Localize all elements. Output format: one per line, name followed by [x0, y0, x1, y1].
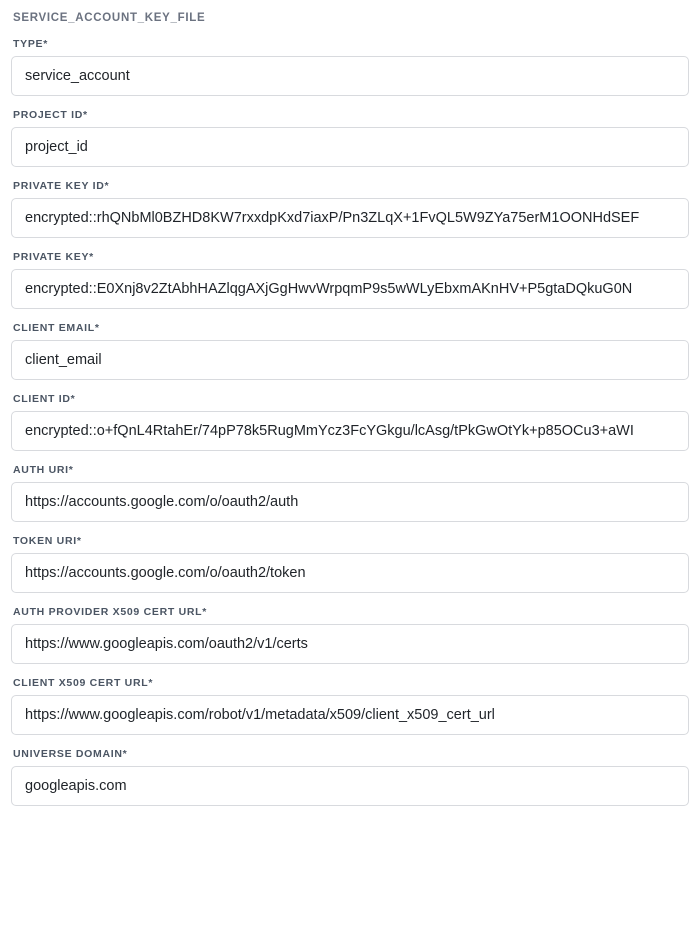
field-label-project-id: PROJECT ID* — [13, 109, 88, 121]
field-label-private-key-id: PRIVATE KEY ID* — [13, 180, 110, 192]
input-private-key[interactable] — [11, 269, 689, 309]
field-project-id — [11, 109, 689, 167]
field-label-universe-domain: UNIVERSE DOMAIN* — [13, 748, 128, 760]
input-client-x509-cert-url[interactable] — [11, 695, 689, 735]
input-auth-uri[interactable] — [11, 482, 689, 522]
field-auth-uri — [11, 464, 689, 522]
field-label-private-key: PRIVATE KEY* — [13, 251, 94, 263]
field-token-uri — [11, 535, 689, 593]
field-type — [11, 38, 689, 96]
section-title: SERVICE_ACCOUNT_KEY_FILE — [13, 12, 206, 24]
input-universe-domain[interactable] — [11, 766, 689, 806]
field-label-client-x509-cert-url: CLIENT X509 CERT URL* — [13, 677, 154, 689]
field-auth-provider-x509-cert-url — [11, 606, 689, 664]
field-label-client-id: CLIENT ID* — [13, 393, 76, 405]
input-project-id[interactable] — [11, 127, 689, 167]
input-client-email[interactable] — [11, 340, 689, 380]
input-token-uri[interactable] — [11, 553, 689, 593]
input-auth-provider-x509-cert-url[interactable] — [11, 624, 689, 664]
field-label-auth-uri: AUTH URI* — [13, 464, 74, 476]
input-client-id[interactable] — [11, 411, 689, 451]
field-label-auth-provider-x509-cert-url: AUTH PROVIDER X509 CERT URL* — [13, 606, 208, 618]
field-universe-domain — [11, 748, 689, 806]
field-label-client-email: CLIENT EMAIL* — [13, 322, 100, 334]
field-label-token-uri: TOKEN URI* — [13, 535, 82, 547]
input-type[interactable] — [11, 56, 689, 96]
field-private-key — [11, 251, 689, 309]
field-client-x509-cert-url — [11, 677, 689, 735]
input-private-key-id[interactable] — [11, 198, 689, 238]
field-client-id — [11, 393, 689, 451]
field-private-key-id — [11, 180, 689, 238]
field-label-type: TYPE* — [13, 38, 49, 50]
field-client-email — [11, 322, 689, 380]
